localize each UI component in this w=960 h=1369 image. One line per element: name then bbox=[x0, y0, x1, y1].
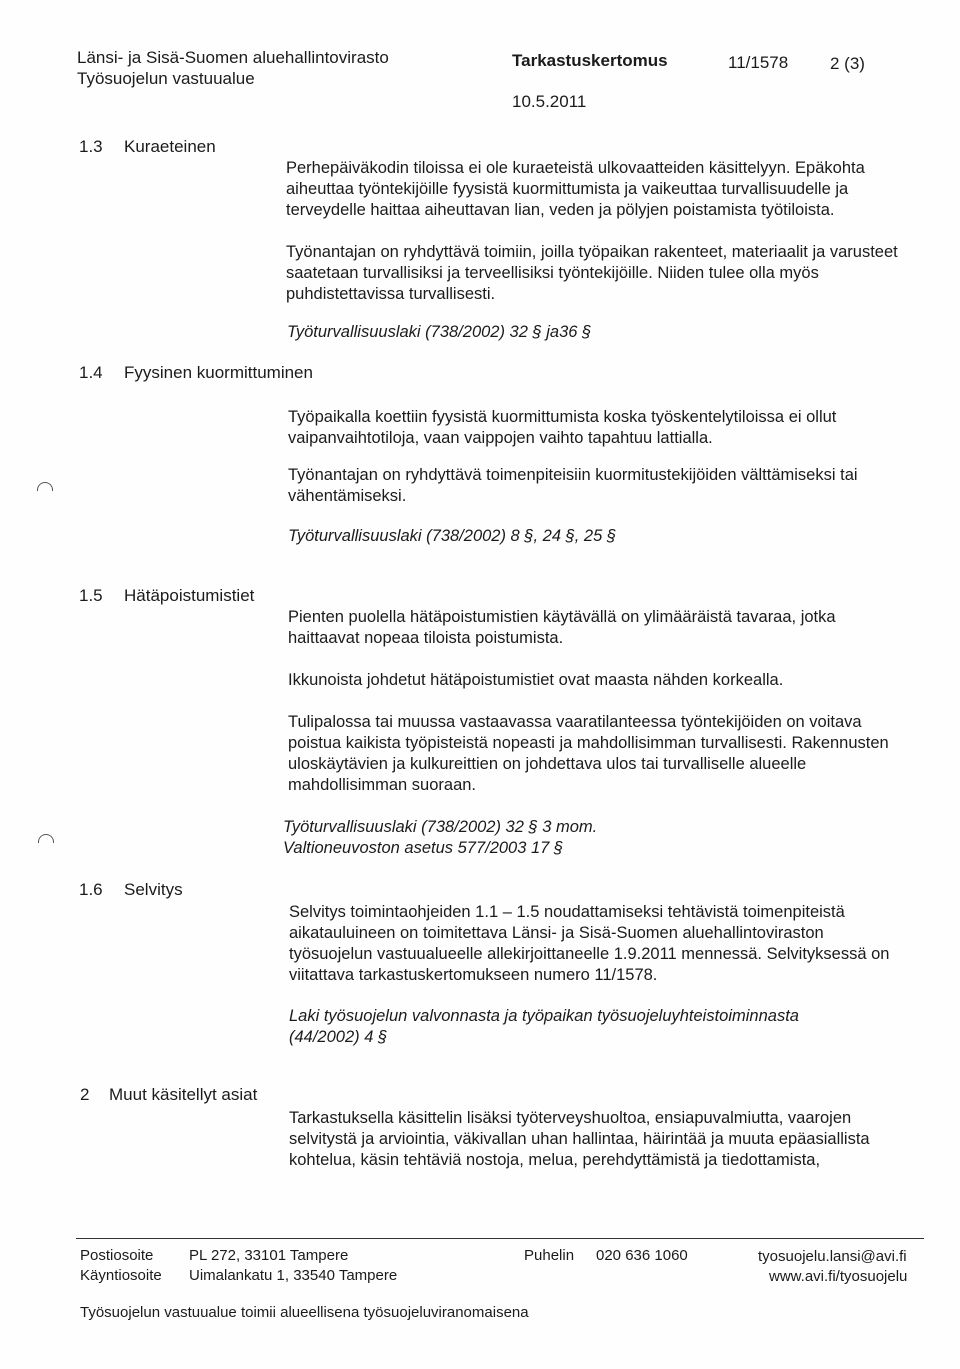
paragraph: Perhepäiväkodin tiloissa ei ole kuraeteistä ulkovaatteiden käsittelyyn. Epäkohta aiheuttaa työntekijöille fyysistä kuormittumista ja vaikeuttaa turvallisuudelle ja terveydelle haittaa aiheuttavan lian, veden ja pölyjen poistamista työtiloista. bbox=[286, 159, 865, 219]
website-link[interactable]: www.avi.fi/tyosuojelu bbox=[769, 1268, 908, 1285]
section-1-3-text bbox=[286, 158, 918, 221]
section-2-text bbox=[289, 1108, 921, 1171]
section-1-5-text-3 bbox=[288, 712, 898, 796]
section-title: Kuraeteinen bbox=[124, 137, 216, 156]
section-title: Selvitys bbox=[124, 880, 183, 899]
page-number: 2 (3) bbox=[830, 54, 865, 73]
section-number: 1.3 bbox=[79, 137, 103, 156]
section-1-4-text-2 bbox=[288, 465, 920, 507]
document-date: 10.5.2011 bbox=[512, 92, 587, 111]
scan-mark bbox=[37, 482, 53, 491]
document-number: 11/1578 bbox=[728, 53, 789, 72]
law-reference: Työturvallisuuslaki (738/2002) 8 §, 24 §, 25 § bbox=[288, 527, 617, 545]
section-number: 2 bbox=[80, 1085, 90, 1104]
paragraph: Tarkastuksella käsittelin lisäksi työterveyshuoltoa, ensiapuvalmiutta, vaarojen selvitystä ja arviointia, väkivallan uhan hallintaa, häirintää ja muuta epäasiallista kohtelua, käsin tehtäviä nostoja, melua, perehdyttämistä ja tiedottamista, bbox=[289, 1109, 870, 1169]
section-1-5-text-2 bbox=[288, 670, 928, 691]
section-1-5-text bbox=[288, 607, 898, 649]
scan-mark bbox=[38, 834, 54, 843]
paragraph: Pienten puolella hätäpoistumistien käytävällä on ylimääräistä tavaraa, jotka haittaavat nopeaa tiloista poistumista. bbox=[288, 608, 836, 647]
postal-label: Postiosoite bbox=[80, 1247, 154, 1264]
organization-unit: Työsuojelun vastuualue bbox=[77, 69, 255, 88]
visit-label: Käyntiosoite bbox=[80, 1267, 162, 1284]
paragraph: Selvitys toimintaohjeiden 1.1 – 1.5 noudattamiseksi tehtävistä toimenpiteistä aikatauluineen on toimitettava Länsi- ja Sisä-Suomen aluehallintoviraston työsuojelun vastuualueelle allekirjoittaneelle 1.9.2011 mennessä. Selvityksessä on viitattava tarkastuskertomukseen numero 11/1578. bbox=[289, 903, 890, 984]
section-1-4-text bbox=[288, 407, 920, 449]
postal-address: PL 272, 33101 Tampere bbox=[189, 1247, 349, 1264]
section-title: Fyysinen kuormittuminen bbox=[124, 363, 313, 382]
footer-divider bbox=[76, 1238, 924, 1239]
paragraph: Työnantajan on ryhdyttävä toimiin, joilla työpaikan rakenteet, materiaalit ja varusteet saatetaan turvallisiksi ja terveellisiksi työntekijöille. Niiden tulee olla myös puhdistettavissa turvallisesti. bbox=[286, 243, 898, 303]
law-reference: Työturvallisuuslaki (738/2002) 32 § ja36 § bbox=[287, 323, 592, 341]
law-reference: Valtioneuvoston asetus 577/2003 17 § bbox=[283, 839, 564, 857]
section-1-6-text bbox=[289, 902, 909, 986]
section-number: 1.6 bbox=[79, 880, 103, 899]
phone-number: 020 636 1060 bbox=[596, 1247, 688, 1264]
section-number: 1.5 bbox=[79, 586, 103, 605]
section-title: Muut käsitellyt asiat bbox=[109, 1085, 258, 1104]
organization-name: Länsi- ja Sisä-Suomen aluehallintovirasto bbox=[77, 48, 389, 67]
law-reference: Laki työsuojelun valvonnasta ja työpaikan työsuojeluyhteistoiminnasta bbox=[289, 1007, 799, 1025]
paragraph: Tulipalossa tai muussa vastaavassa vaaratilanteessa työntekijöiden on voitava poistua kaikista työpisteistä nopeasti ja mahdollisimman turvallisesti. Rakennusten uloskäytävien ja kulkureittien on johdettava ulos tai turvalliselle alueelle mahdollisimman suoraan. bbox=[288, 713, 889, 794]
paragraph: Ikkunoista johdetut hätäpoistumistiet ovat maasta nähden korkealla. bbox=[288, 671, 784, 689]
law-reference: Työturvallisuuslaki (738/2002) 32 § 3 mom. bbox=[283, 818, 598, 836]
section-1-3-text-2 bbox=[286, 242, 918, 305]
paragraph: Työnantajan on ryhdyttävä toimenpiteisiin kuormitustekijöiden välttämiseksi tai vähentämiseksi. bbox=[288, 466, 858, 505]
phone-label: Puhelin bbox=[524, 1247, 575, 1264]
visit-address: Uimalankatu 1, 33540 Tampere bbox=[189, 1267, 398, 1284]
document-type: Tarkastuskertomus bbox=[512, 51, 668, 70]
footer-note: Työsuojelun vastuualue toimii alueellisena työsuojeluviranomaisena bbox=[80, 1304, 529, 1321]
email-link[interactable]: tyosuojelu.lansi@avi.fi bbox=[758, 1248, 907, 1265]
law-reference: (44/2002) 4 § bbox=[289, 1028, 388, 1046]
section-title: Hätäpoistumistiet bbox=[124, 586, 255, 605]
section-number: 1.4 bbox=[79, 363, 103, 382]
paragraph: Työpaikalla koettiin fyysistä kuormittumista koska työskentelytiloissa ei ollut vaipanvaihtotiloja, vaan vaippojen vaihto tapahtuu lattialla. bbox=[288, 408, 837, 447]
